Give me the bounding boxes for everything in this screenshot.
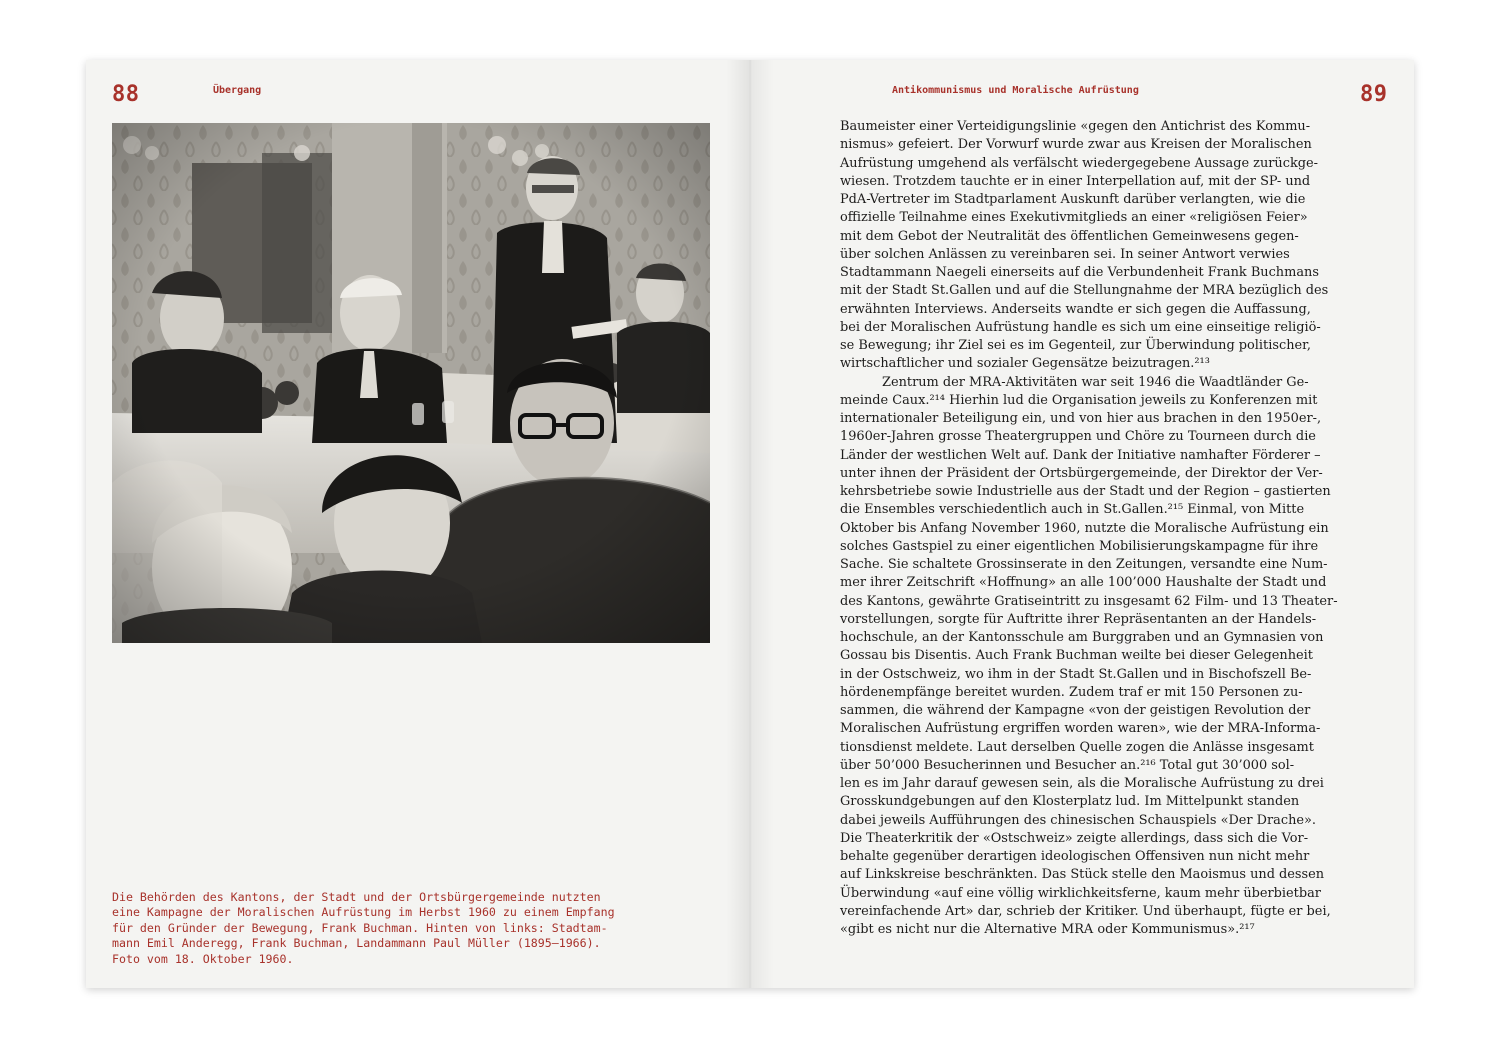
page-number-left: 88 <box>112 82 140 107</box>
body-line: solches Gastspiel zu einer eigentlichen Mobilisierungskampagne für ihre <box>840 538 1319 554</box>
body-line: hördenempfänge bereitet wurden. Zudem traf er mit 150 Personen zu- <box>840 684 1303 700</box>
body-line: tionsdienst meldete. Laut derselben Quelle zogen die Anlässe insgesamt <box>840 739 1314 755</box>
body-line: erwähnten Interviews. Anderseits wandte er sich gegen die Auffassung, <box>840 301 1311 317</box>
body-line: Die Theaterkritik der «Ostschweiz» zeigte allerdings, dass sich die Vor- <box>840 830 1309 846</box>
body-line: len es im Jahr darauf gewesen sein, als die Moralische Aufrüstung zu drei <box>840 776 1324 791</box>
body-line: auf Linkskreise beschränkten. Das Stück stelle den Maoismus und dessen <box>840 867 1325 883</box>
body-line: nismus» gefeiert. Der Vorwurf wurde zwar aus Kreisen der Moralischen <box>840 137 1312 153</box>
photo-illustration <box>112 123 710 643</box>
body-line: Baumeister einer Verteidigungslinie «gegen den Antichrist des Kommu- <box>840 119 1311 134</box>
body-line: offizielle Teilnahme eines Exekutivmitglieds an einer «religiösen Feier» <box>840 210 1308 226</box>
body-line: Sache. Sie schaltete Grossinserate in den Zeitungen, versandte eine Num- <box>840 557 1328 572</box>
body-line: wiesen. Trotzdem tauchte er in einer Interpellation auf, mit der SP- und <box>840 173 1311 189</box>
body-line: mer ihrer Zeitschrift «Hoffnung» an alle 100’000 Haushalte der Stadt und <box>840 575 1327 591</box>
running-head-right: Antikommunismus und Moralische Aufrüstung <box>892 85 1139 96</box>
body-line: vorstellungen, sorgte für Auftritte ihrer Repräsentanten an der Handels- <box>840 611 1317 627</box>
body-line: Gossau bis Disentis. Auch Frank Buchman weilte bei dieser Gelegenheit <box>840 648 1313 664</box>
left-page <box>86 60 750 988</box>
body-line: bei der Moralischen Aufrüstung handle es sich um eine einseitige religiö- <box>840 319 1321 335</box>
running-head-left: Übergang <box>213 85 262 96</box>
right-page <box>750 60 1414 988</box>
body-line: sammen, die während der Kampagne «von der geistigen Revolution der <box>840 703 1311 718</box>
body-line: internationaler Beteiligung ein, und von hier aus brachen in den 1950er-, <box>840 411 1322 426</box>
body-line: die Ensembles verschiedentlich auch in St.Gallen.²¹⁵ Einmal, von Mitte <box>840 502 1305 518</box>
caption-line: Die Behörden des Kantons, der Stadt und der Ortsbürgergemeinde nutzten <box>112 890 601 904</box>
body-line: dabei jeweils Aufführungen des chinesischen Schauspiels «Der Drache». <box>840 812 1316 828</box>
caption-line: Foto vom 18. Oktober 1960. <box>112 951 294 966</box>
body-text <box>840 118 1338 939</box>
body-line: mit dem Gebot der Neutralität des öffentlichen Gemeinwesens gegen- <box>840 228 1299 244</box>
body-line: des Kantons, gewährte Gratiseintritt zu insgesamt 62 Film- und 13 Theater- <box>840 593 1338 609</box>
body-line: Grosskundgebungen auf den Klosterplatz lud. Im Mittelpunkt standen <box>840 794 1300 810</box>
body-line: behalte gegenüber derartigen ideologischen Offensiven nun nicht mehr <box>840 849 1310 864</box>
caption-line: mann Emil Anderegg, Frank Buchman, Landammann Paul Müller (1895–1966). <box>112 936 601 951</box>
body-line: Aufrüstung umgehend als verfälscht wiedergegebene Aussage zurückge- <box>840 155 1318 171</box>
body-line: meinde Caux.²¹⁴ Hierhin lud die Organisation jeweils zu Konferenzen mit <box>840 392 1318 408</box>
page-number-right: 89 <box>1360 82 1388 107</box>
body-line: «gibt es nicht nur die Alternative MRA oder Kommunismus».²¹⁷ <box>840 922 1255 937</box>
body-line: 1960er-Jahren grosse Theatergruppen und Chöre zu Tourneen durch die <box>840 429 1316 445</box>
body-line: se Bewegung; ihr Ziel sei es im Gegenteil, zur Überwindung politischer, <box>840 338 1311 353</box>
body-line: wirtschaftlicher und sozialer Gegensätze beizutragen.²¹³ <box>840 356 1210 372</box>
body-line: Länder der westlichen Welt auf. Dank der Initiative namhafter Förderer – <box>840 447 1321 463</box>
body-line: Zentrum der MRA-Aktivitäten war seit 1946 die Waadtländer Ge- <box>882 374 1309 390</box>
caption-line: für den Gründer der Bewegung, Frank Buchman. Hinten von links: Stadtam- <box>112 920 608 935</box>
historic-photo <box>112 123 710 643</box>
body-line: vereinfachende Art» dar, schrieb der Kritiker. Und überhaupt, fügte er bei, <box>840 903 1331 919</box>
body-line: über 50’000 Besucherinnen und Besucher an.²¹⁶ Total gut 30’000 sol- <box>840 757 1295 773</box>
book-spread <box>86 60 1414 988</box>
body-line: hochschule, an der Kantonsschule am Burggraben und an Gymnasien von <box>840 630 1324 645</box>
body-line: kehrsbetriebe sowie Industrielle aus der Stadt und der Region – gastierten <box>840 484 1331 499</box>
body-line: Oktober bis Anfang November 1960, nutzte die Moralische Aufrüstung ein <box>840 520 1329 536</box>
body-line: PdA-Vertreter im Stadtparlament Auskunft darüber verlangten, wie die <box>840 192 1306 207</box>
body-line: in der Ostschweiz, wo ihm in der Stadt St.Gallen und in Bischofszell Be- <box>840 666 1312 682</box>
body-line: unter ihnen der Präsident der Ortsbürgergemeinde, der Direktor der Ver- <box>840 465 1323 481</box>
photo-caption <box>112 890 712 967</box>
body-line: Stadtammann Naegeli einerseits auf die Verbundenheit Frank Buchmans <box>840 265 1319 280</box>
body-line: Moralischen Aufrüstung ergriffen worden waren», wie der MRA-Informa- <box>840 721 1321 737</box>
body-line: Überwindung «auf eine völlig wirklichkeitsferne, kaum mehr überbietbar <box>840 885 1321 901</box>
body-line: über solchen Anlässen zu vereinbaren sei. In seiner Antwort verwies <box>840 246 1290 262</box>
caption-line: eine Kampagne der Moralischen Aufrüstung im Herbst 1960 zu einem Empfang <box>112 905 615 920</box>
body-line: mit der Stadt St.Gallen und auf die Stellungnahme der MRA bezüglich des <box>840 283 1329 299</box>
